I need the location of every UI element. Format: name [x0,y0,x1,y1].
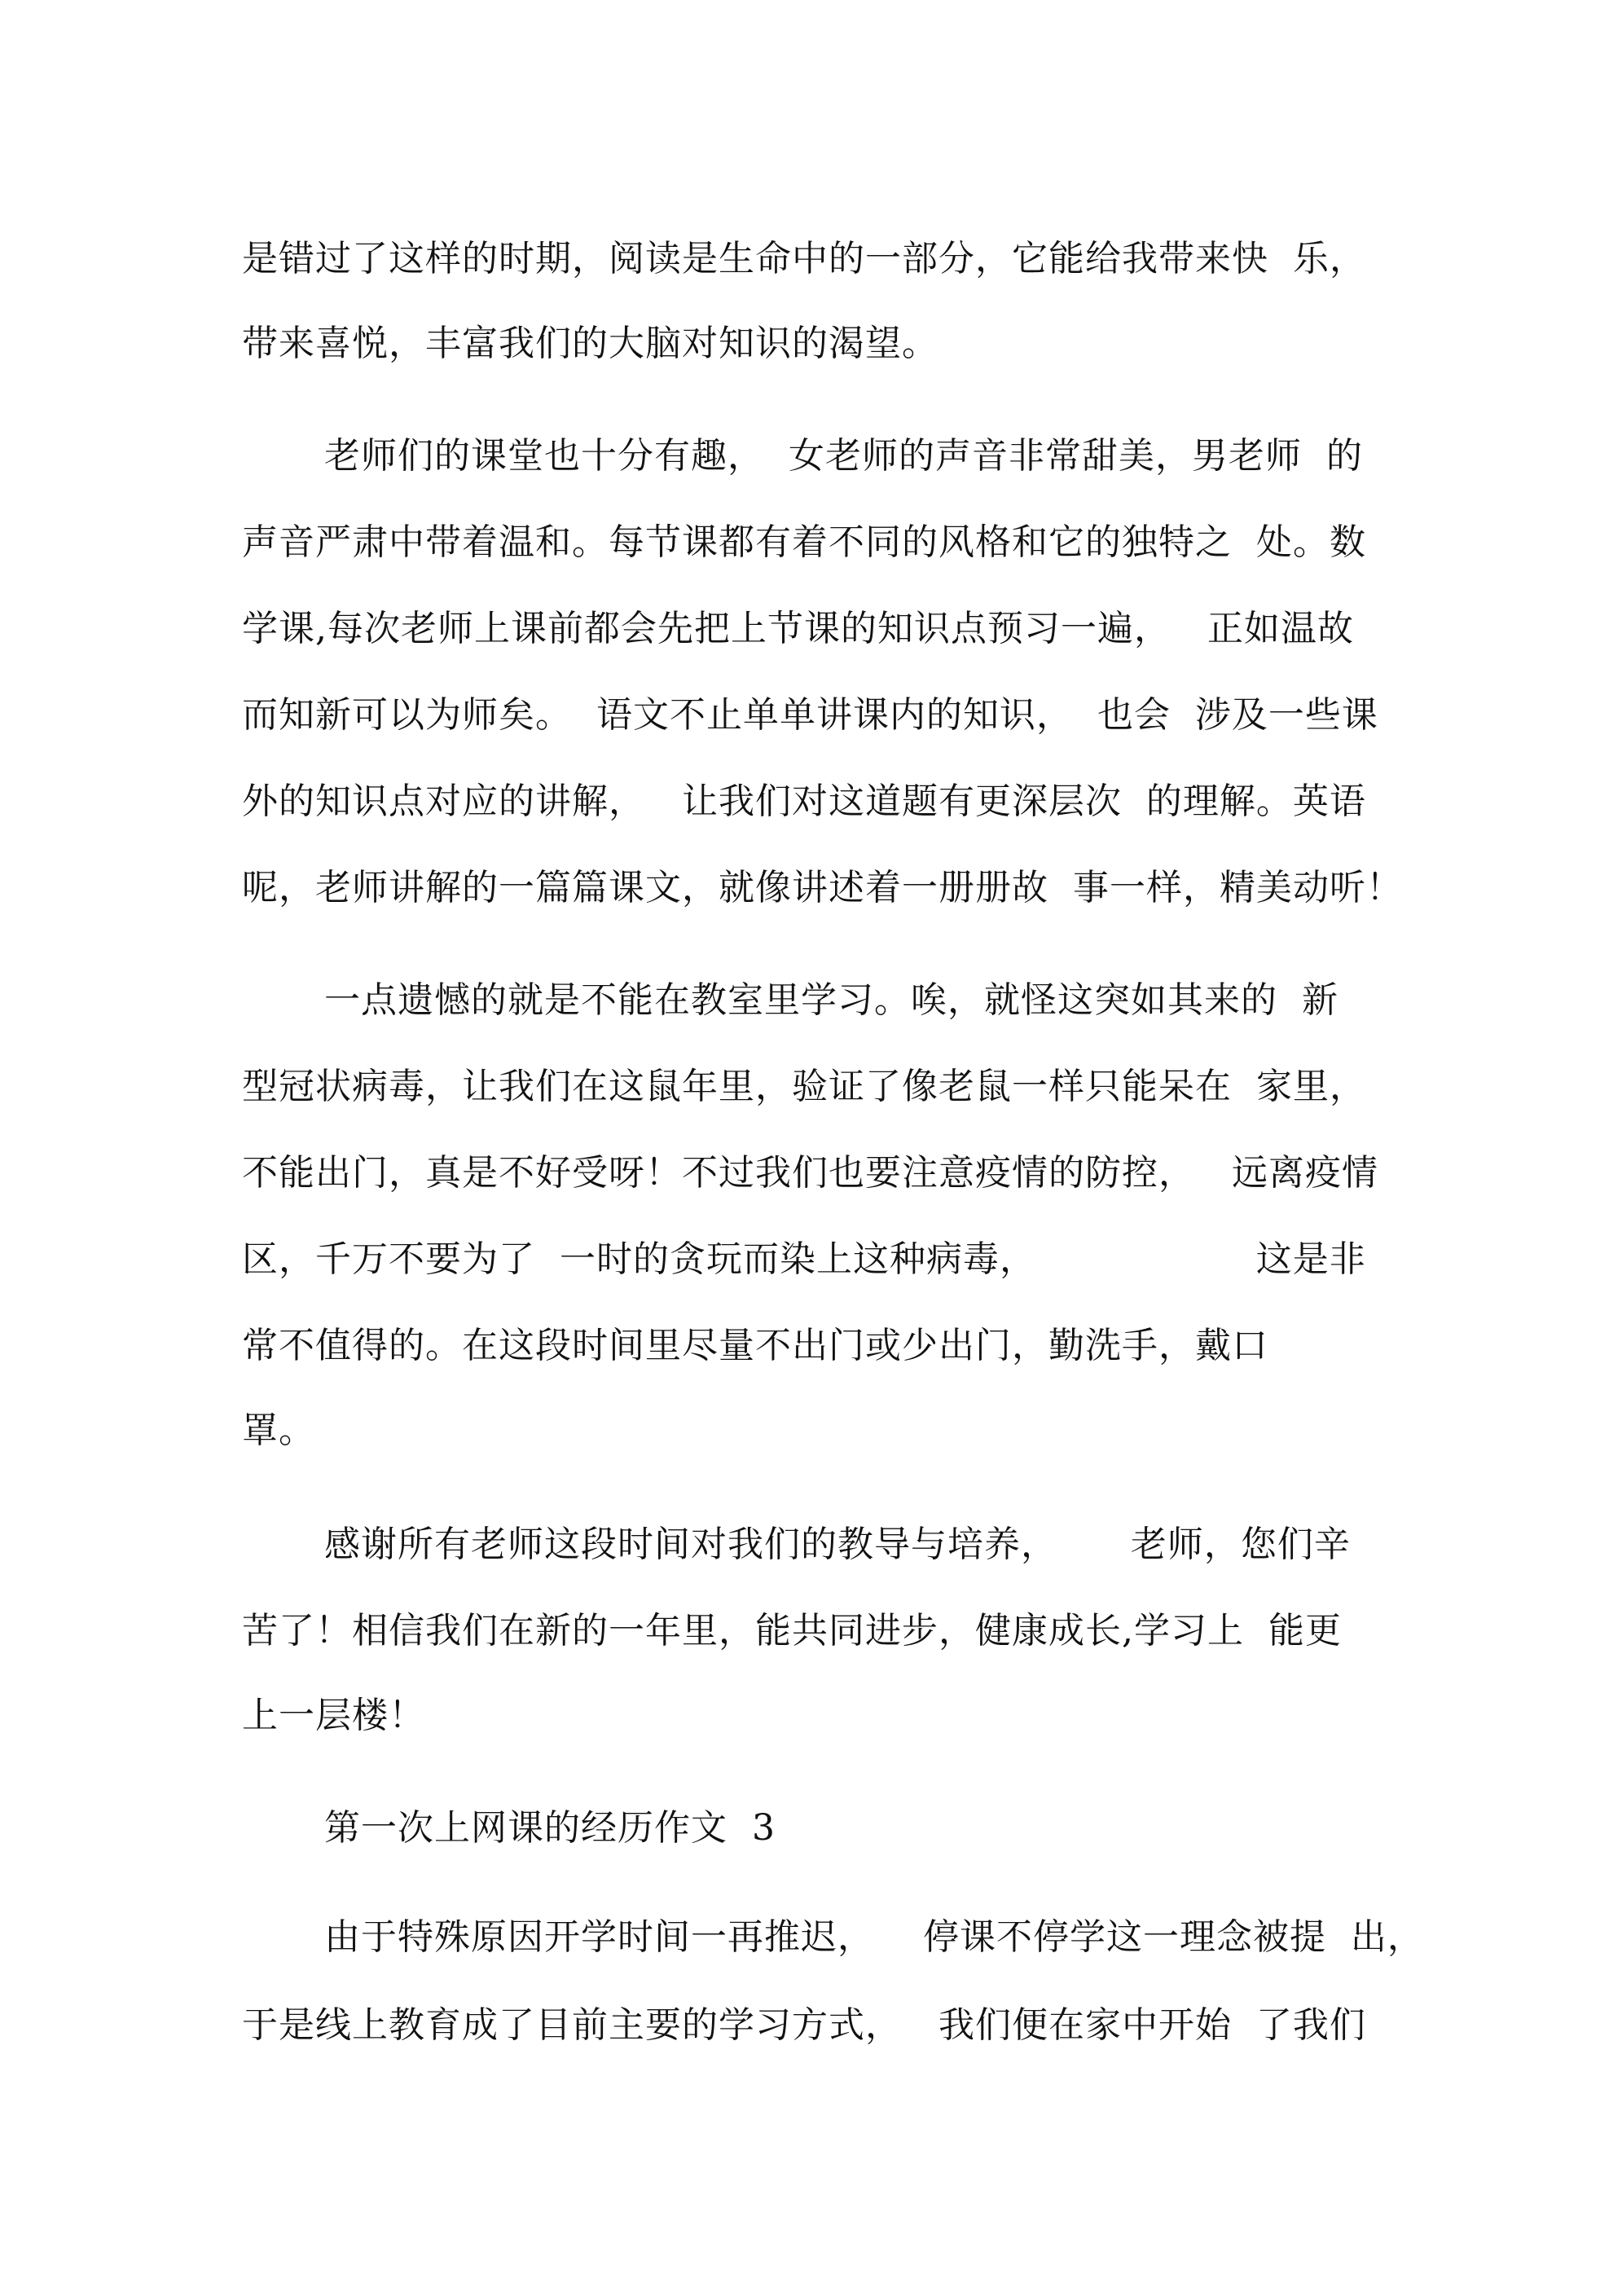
text-line: 常不值得的。在这段时间里尽量不出门或少出门，勤洗手，戴口 [242,1325,1268,1366]
text-line: 区，千万不要为了 一时的贪玩而染上这种病毒， 这是非 [242,1238,1366,1280]
section-heading: 第一次上网课的经历作文 3 [324,1807,776,1849]
text-line: 老师们的课堂也十分有趣， 女老师的声音非常甜美，男老师 的 [324,435,1363,477]
text-line: 声音严肃中带着温和。每节课都有着不同的风格和它的独特之 处。数 [242,521,1366,563]
text-line: 一点遗憾的就是不能在教室里学习。唉，就怪这突如其来的 新 [324,979,1338,1021]
text-line: 上一层楼！ [242,1695,425,1736]
text-line: 是错过了这样的时期，阅读是生命中的一部分，它能给我带来快 乐， [242,238,1366,279]
text-line: 而知新可以为师矣。 语文不止单单讲课内的知识， 也会 涉及一些课 [242,694,1378,736]
text-line: 不能出门，真是不好受呀！不过我们也要注意疫情的防控， 远离疫情 [242,1152,1378,1194]
text-line: 感谢所有老师这段时间对我们的教导与培养， 老师，您们辛 [324,1524,1351,1565]
text-line: 于是线上教育成了目前主要的学习方式， 我们便在家中开始 了我们 [242,2004,1366,2046]
text-line: 苦了！相信我们在新的一年里，能共同进步，健康成长,学习上 能更 [242,1610,1342,1652]
text-line: 带来喜悦，丰富我们的大脑对知识的渴望。 [242,323,938,364]
text-line: 由于特殊原因开学时间一再推迟， 停课不停学这一理念被提 出， [324,1916,1424,1958]
text-line: 呢，老师讲解的一篇篇课文，就像讲述着一册册故 事一样，精美动听！ [242,867,1403,908]
text-line: 外的知识点对应的讲解， 让我们对这道题有更深层次 的理解。英语 [242,781,1366,822]
text-line: 学课,每次老师上课前都会先把上节课的知识点预习一遍， 正如温故 [242,608,1354,649]
text-line: 罩。 [242,1410,315,1451]
text-line: 型冠状病毒，让我们在这鼠年里，验证了像老鼠一样只能呆在 家里， [242,1066,1366,1107]
